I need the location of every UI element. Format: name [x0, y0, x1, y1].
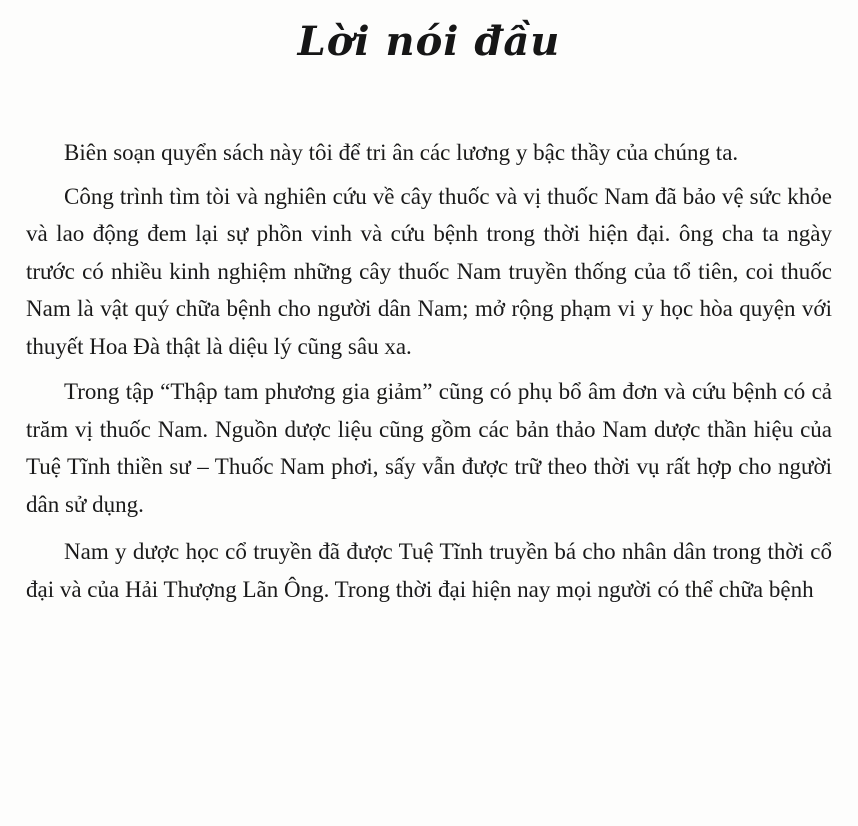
- paragraph-2: Công trình tìm tòi và nghiên cứu về cây thuốc và vị thuốc Nam đã bảo vệ sức khỏe và lao động đem lại sự phồn vinh và cứu bệnh trong thời hiện đại. ông cha ta ngày trước có nhiều kinh nghiệm những cây thuốc Nam truyền thống của tổ tiên, coi thuốc Nam là vật quý chữa bệnh cho người dân Nam; mở rộng phạm vi y học hòa quyện với thuyết Hoa Đà thật là diệu lý cũng sâu xa.: [26, 183, 832, 359]
- paragraph-1: Biên soạn quyển sách này tôi để tri ân các lương y bậc thầy của chúng ta.: [64, 140, 739, 165]
- paragraph-3: Trong tập “Thập tam phương gia giảm” cũng có phụ bổ âm đơn và cứu bệnh có cả trăm vị thuốc Nam. Nguồn dược liệu cũng gồm các bản thảo Nam dược thần hiệu của Tuệ Tĩnh thiền sư – Thuốc Nam phơi, sấy vẫn được trữ theo thời vụ rất hợp cho người dân sử dụng.: [26, 379, 832, 517]
- body-text: [26, 134, 832, 618]
- page-title: Lời nói đầu: [297, 18, 561, 65]
- paragraph-4: Nam y dược học cổ truyền đã được Tuệ Tĩnh truyền bá cho nhân dân trong thời cổ đại và của Hải Thượng Lãn Ông. Trong thời đại hiện nay mọi người có thể chữa bệnh: [26, 539, 832, 602]
